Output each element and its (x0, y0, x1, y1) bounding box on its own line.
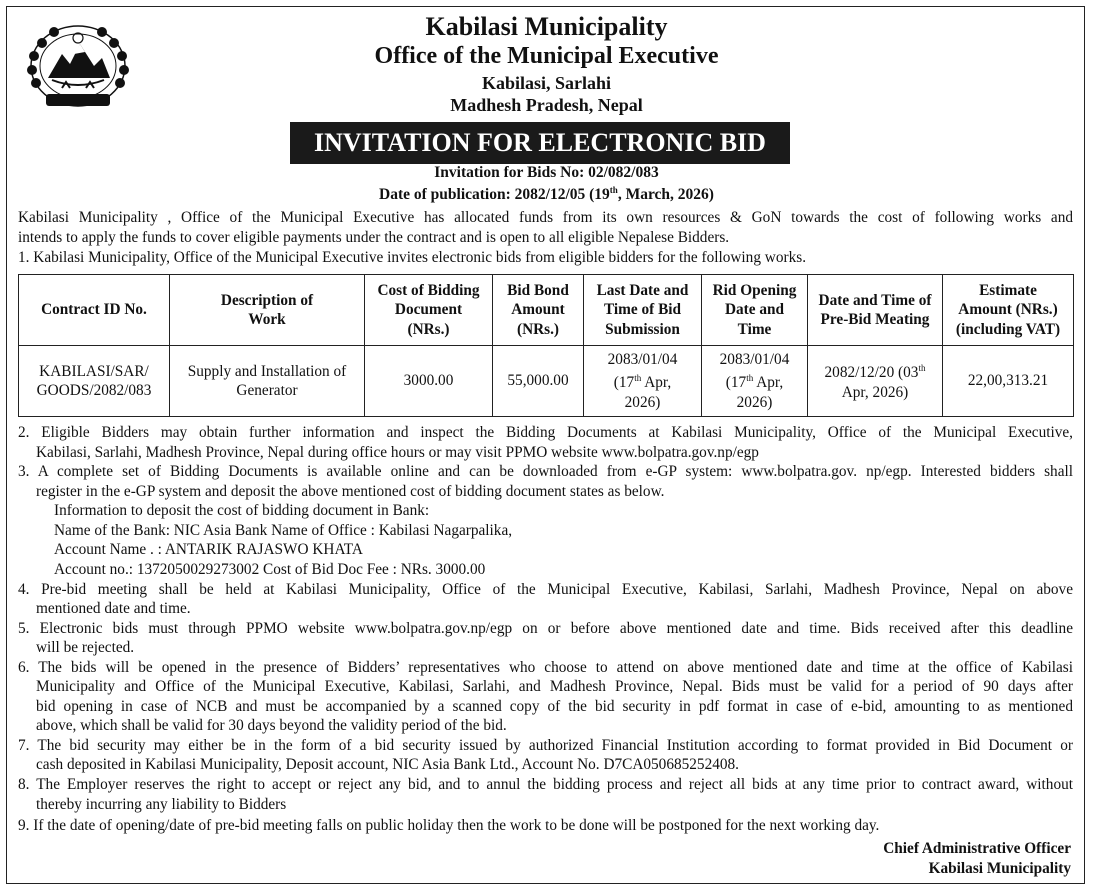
bank-info: Information to deposit the cost of bidding document in Bank: (54, 502, 430, 519)
address-line-2: Madhesh Pradesh, Nepal (450, 95, 643, 115)
cell-prebid: 2082/12/20 (03th Apr, 2026) (808, 346, 943, 417)
account-number: Account no.: 1372050029273002 Cost of Bid Doc Fee : NRs. 3000.00 (54, 561, 486, 578)
item-6-line-1: 6. The bids will be opened in the presence of Bidders’ representatives who choose to attend on above mentioned date and time at the office of Kabilasi (18, 659, 1073, 676)
cell-opening: 2083/01/04 (17th Apr, 2026) (702, 346, 808, 417)
cell-estimate: 22,00,313.21 (943, 346, 1074, 417)
item-6-line-4: above, which shall be valid for 30 days beyond the validity period of the bid. (36, 717, 507, 734)
notice-banner: INVITATION FOR ELECTRONIC BID (290, 122, 790, 164)
item-4-line-1: 4. Pre-bid meeting shall be held at Kabilasi Municipality, Office of the Municipal Executive, Kabilasi, Sarlahi, Madhesh Province, Nepal on above (18, 581, 1073, 598)
col-header-prebid: Date and Time of Pre-Bid Meating (808, 275, 943, 346)
signatory-title: Chief Administrative Officer (883, 840, 1071, 857)
intro-line-2: intends to apply the funds to cover eligible payments under the contract and is open to all eligible Nepalese Bidders. (18, 229, 730, 246)
col-header-opening: Rid Opening Date and Time (702, 275, 808, 346)
col-header-estimate: Estimate Amount (NRs.) (including VAT) (943, 275, 1074, 346)
col-header-doc-cost: Cost of Bidding Document (NRs.) (365, 275, 493, 346)
item-6-line-3: bid opening in case of NCB and must be accompanied by a scanned copy of the bid security in pdf format in case of e-bid, amounting to as mentioned (36, 698, 1073, 715)
cell-bid-bond: 55,000.00 (493, 346, 584, 417)
address-line-1: Kabilasi, Sarlahi (481, 73, 612, 93)
item-4-line-2: mentioned date and time. (36, 600, 191, 617)
table-header-row (19, 275, 1074, 346)
col-header-contract-id: Contract ID No. (19, 275, 170, 346)
bank-name: Name of the Bank: NIC Asia Bank Name of Office : Kabilasi Nagarpalika, (54, 522, 513, 539)
cell-submission: 2083/01/04 (17th Apr, 2026) (584, 346, 702, 417)
cell-contract-id: KABILASI/SAR/ GOODS/2082/083 (19, 346, 170, 417)
office-title: Office of the Municipal Executive (374, 43, 719, 69)
item-5-line-1: 5. Electronic bids must through PPMO website www.bolpatra.gov.np/egp on or before above mentioned date and time. Bids received after this deadline (18, 620, 1073, 637)
org-title: Kabilasi Municipality (425, 12, 668, 41)
table-row (19, 346, 1074, 417)
item-3-line-2: register in the e-GP system and deposit the above mentioned cost of bidding document states as below. (36, 483, 665, 500)
item-2-line-1: 2. Eligible Bidders may obtain further information and inspect the Bidding Documents at Kabilasi Municipality, Office of the Municipal Executive, (18, 424, 1073, 441)
item-8-line-2: thereby incurring any liability to Bidders (36, 796, 287, 813)
bid-number: Invitation for Bids No: 02/082/083 (434, 164, 659, 181)
cell-doc-cost: 3000.00 (365, 346, 493, 417)
signatory-org: Kabilasi Municipality (928, 860, 1071, 877)
item-7-line-2: cash deposited in Kabilasi Municipality, Deposit account, NIC Asia Bank Ltd., Account No. D7CA050685252408. (36, 756, 739, 773)
item-3-line-1: 3. A complete set of Bidding Documents is available online and can be downloaded from e-GP system: www.bolpatra.gov. np/egp. Interested bidders shall (18, 463, 1073, 480)
item-7-line-1: 7. The bid security may either be in the form of a bid security issued by authorized Financial Institution according to format provided in Bid Document or (18, 737, 1073, 754)
item-5-line-2: will be rejected. (36, 639, 135, 656)
item-1: 1. Kabilasi Municipality, Office of the Municipal Executive invites electronic bids from eligible bidders for the following works. (18, 249, 807, 266)
account-name: Account Name . : ANTARIK RAJASWO KHATA (54, 541, 363, 558)
item-2-line-2: Kabilasi, Sarlahi, Madhesh Province, Nepal during office hours or may visit PPMO website www.bolpatra.gov.np/egp (36, 444, 759, 461)
col-header-bid-bond: Bid Bond Amount (NRs.) (493, 275, 584, 346)
item-9: 9. If the date of opening/date of pre-bid meeting falls on public holiday then the work to be done will be postponed for the next working day. (18, 817, 880, 834)
cell-description: Supply and Installation of Generator (170, 346, 365, 417)
works-table (18, 274, 1074, 417)
item-8-line-1: 8. The Employer reserves the right to accept or reject any bid, and to annul the bidding process and reject all bids at any time prior to contract award, without (18, 776, 1073, 793)
item-6-line-2: Municipality and Office of the Municipal Executive, Kabilasi, Sarlahi, and Madhesh Province, Nepal. Bids must be valid for a period of 90 days after (36, 678, 1073, 695)
intro-line-1: Kabilasi Municipality , Office of the Municipal Executive has allocated funds from its own resources & GoN towards the cost of following works and (18, 209, 1073, 226)
col-header-description: Description of Work (170, 275, 365, 346)
publication-date: Date of publication: 2082/12/05 (19th, March, 2026) (379, 185, 714, 204)
col-header-submission: Last Date and Time of Bid Submission (584, 275, 702, 346)
